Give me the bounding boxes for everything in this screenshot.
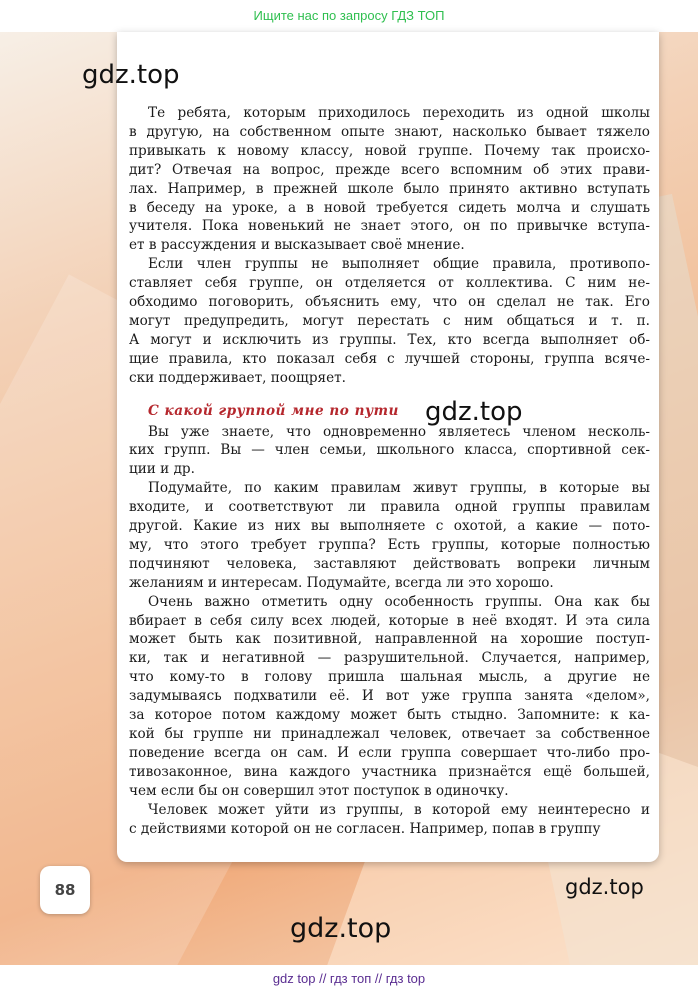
text-line: чем если бы он совершил этот поступок в одиночку. [129,782,509,799]
watermark: gdz.top [82,60,180,90]
text-line: А могут и исключить из группы. Тех, кто всегда выполняет об- [129,331,650,348]
text-line: желаниям и интересам. Подумайте, всегда ли это хорошо. [129,574,554,591]
page-number: 88 [40,866,90,914]
text-line: Очень важно отметить одну особенность группы. Она как бы [148,593,650,610]
text-line: поведение всегда он сам. И если группа совершает что-либо про- [129,744,650,761]
text-line: может быть как позитивной, направленной на хорошие поступ- [129,631,650,648]
text-line: лах. Например, в прежней школе было принято активно вступать [129,180,650,197]
text-line: ции и др. [129,461,195,478]
text-line: обходимо поговорить, объяснить ему, что он сделал не так. Его [129,294,650,311]
text-line: дит? Отвечая на вопрос, прежде всего вспомним об этих прави- [129,161,650,178]
watermark: gdz.top [290,913,392,944]
text-line: Те ребята, которым приходилось переходить из одной школы [148,105,650,121]
top-banner: Ищите нас по запросу ГДЗ ТОП [0,0,698,32]
text-line: ставляет себя группе, он отделяется от коллектива. С ним не- [129,275,650,292]
body-text [129,104,650,838]
paragraph [129,423,650,480]
section-heading: С какой группой мне по пути [148,402,399,419]
text-line: привыкать к новому классу, новой группе. Почему так происхо- [129,142,650,159]
text-line: задумываясь подхватили её. И вот уже группа занята «делом», [129,688,650,705]
text-line: Человек может уйти из группы, в которой ему неинтересно и [148,801,650,818]
text-line: подчиняют человека, заставляют действовать вопреки личным [129,555,650,572]
text-line: кой бы группе ни принадлежал человек, отвечает за собственное [129,726,650,742]
text-line: Если член группы не выполняет общие правила, противопо- [148,256,650,273]
text-line: могут предупредить, могут перестать с ним общаться и т. п. [129,312,650,329]
paragraph [129,801,650,839]
text-line: ски поддерживает, поощряет. [129,369,346,386]
text-line: ки, так и негативной — разрушительной. Случается, например, [129,650,650,667]
text-line: учителя. Пока новенький не знает этого, он по привычке вступа- [129,218,650,235]
text-block-2 [129,423,650,839]
paragraph [129,255,650,387]
paragraph [129,479,650,592]
text-line: щие правила, кто показал себя с лучшей стороны, группа всяче- [129,350,650,367]
text-line: в беседу на уроке, а в новой требуется сидеть молча и слушать [129,199,650,216]
text-line: входите, и соответствуют ли правила одной группы правилам [129,499,650,516]
text-line: му, что этого требует группа? Есть группы, которые полностью [129,536,650,553]
text-block-1 [129,104,650,388]
text-line: Вы уже знаете, что одновременно являетесь членом несколь- [148,423,650,440]
text-line: что кому-то в голову пришла шальная мысль, а другие не [129,669,650,686]
text-line: Подумайте, по каким правилам живут группы, в которые вы [148,480,650,497]
text-line: другой. Какие из них вы выполняете с охотой, а какие — пото- [129,518,650,535]
text-line: вбирает в себя силу всех людей, которые в неё входят. И эта сила [129,612,650,629]
text-line: ет в рассуждения и высказывает своё мнение. [129,237,465,254]
text-line: тивозаконное, вина каждого участника признаётся ещё большей, [129,763,650,780]
text-line: ких групп. Вы — член семьи, школьного класса, спортивной сек- [129,442,650,459]
text-line: за которое потом каждому может быть стыдно. Запомните: к ка- [129,707,650,724]
footer-watermark: gdz top // гдз топ // гдз top [0,965,698,997]
watermark: gdz.top [565,875,644,899]
text-line: в другую, на собственном опыте знают, насколько бывает тяжело [129,123,650,140]
paragraph [129,104,650,255]
watermark: gdz.top [425,397,523,427]
text-line: с действиями которой он не согласен. Например, попав в группу [129,820,601,837]
paragraph [129,593,650,801]
